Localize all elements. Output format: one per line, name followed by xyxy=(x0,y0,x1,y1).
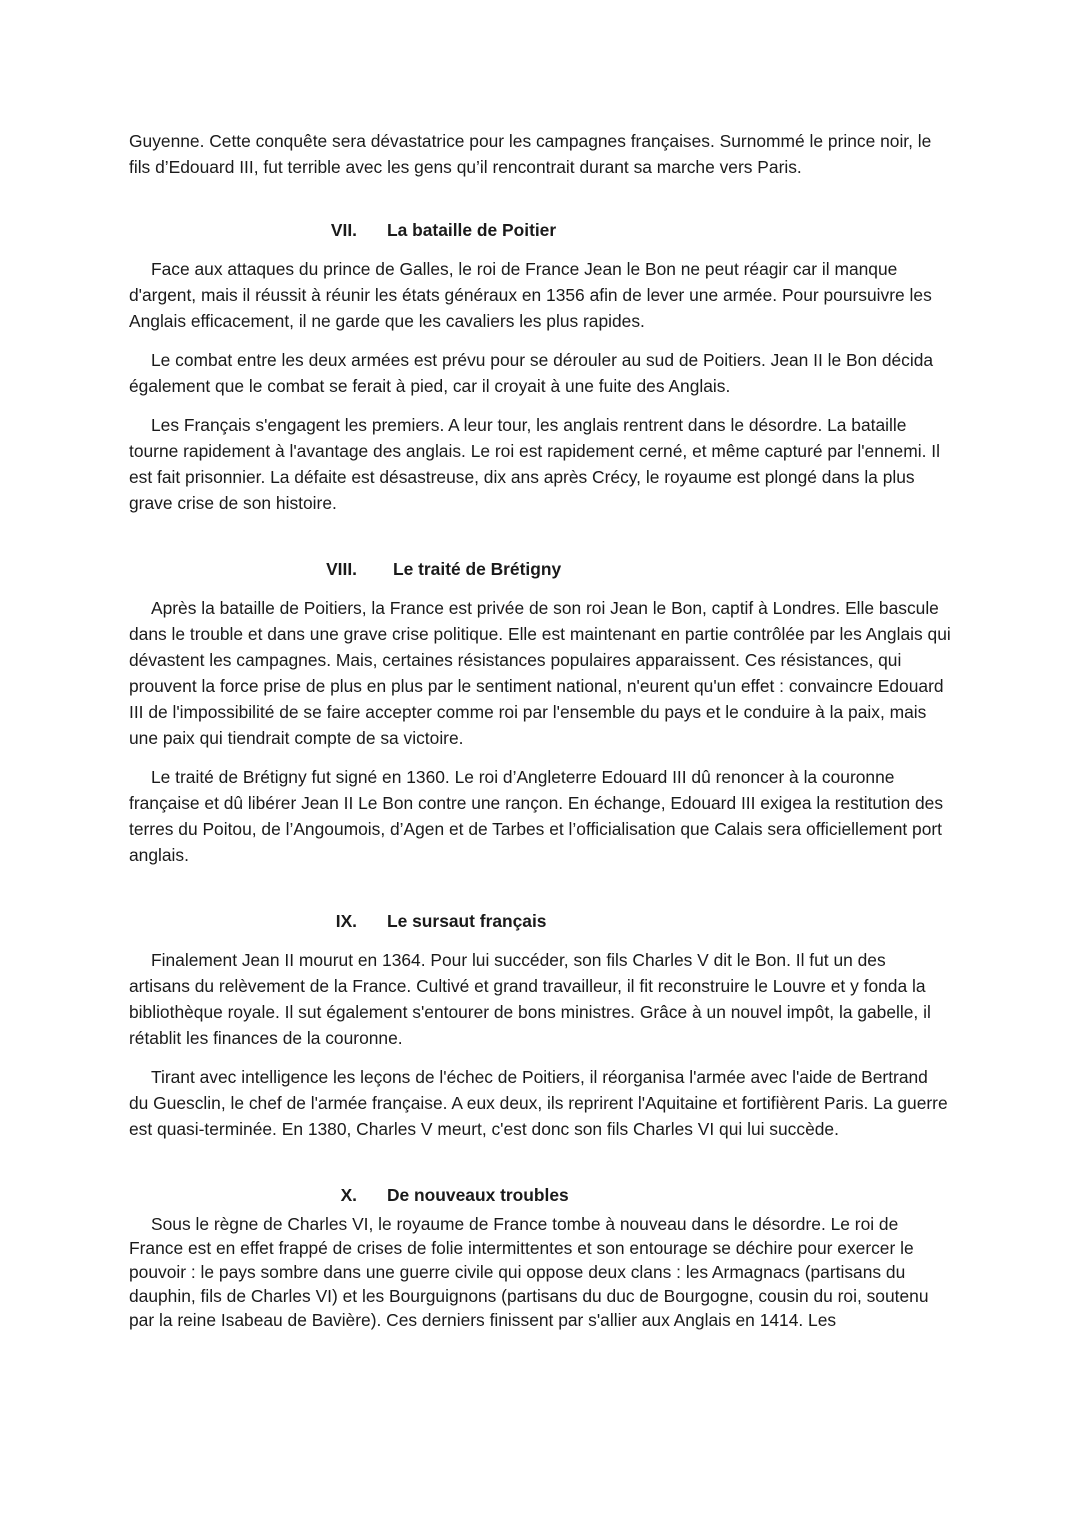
section-title: Le sursaut français xyxy=(387,911,547,931)
paragraph: Le combat entre les deux armées est prévu pour se dérouler au sud de Poitiers. Jean II le Bon décida également que le combat se ferait à pied, car il croyait à une fuite des Anglais. xyxy=(129,350,934,396)
section-x xyxy=(129,1182,951,1332)
section-viii xyxy=(129,556,951,868)
paragraph: Sous le règne de Charles VI, le royaume de France tombe à nouveau dans le désordre. Le roi de France est en effet frappé de crises de folie intermittentes et son entourage se déchire pour exercer le pouvoir : le pays sombre dans une guerre civile qui oppose deux clans : les Armagnacs (partisans du dauphin, fils de Charles VI) et les Bourguignons (partisans du duc de Bourgogne, cousin du roi, soutenu par la reine Isabeau de Bavière). Ces derniers finissent par s'allier aux Anglais en 1414. Les xyxy=(129,1214,929,1330)
paragraph: Après la bataille de Poitiers, la France est privée de son roi Jean le Bon, captif à Londres. Elle bascule dans le trouble et dans une grave crise politique. Elle est maintenant en partie contrôlée par les Anglais qui dévastent les campagnes. Mais, certaines résistances populaires apparaissent. Ces résistances, qui prouvent la force prise de plus en plus par le sentiment national, n'eurent qu'un effet : convaincre Edouard III de l'impossibilité de se faire accepter comme roi par l'ensemble du pays et le conduire à la paix, mais une paix qui tiendrait compte de sa victoire. xyxy=(129,598,951,748)
section-heading xyxy=(129,217,951,243)
section-heading xyxy=(129,1182,951,1208)
section-vii xyxy=(129,217,951,516)
section-title: De nouveaux troubles xyxy=(387,1185,569,1205)
paragraph: Finalement Jean II mourut en 1364. Pour lui succéder, son fils Charles V dit le Bon. Il fut un des artisans du relèvement de la France. Cultivé et grand travailleur, il fit reconstruire le Louvre et y fonda la bibliothèque royale. Il sut également s'entourer de bons ministres. Grâce à un nouvel impôt, la gabelle, il rétablit les finances de la couronne. xyxy=(129,950,931,1048)
paragraph: Le traité de Brétigny fut signé en 1360. Le roi d’Angleterre Edouard III dû renoncer à la couronne française et dû libérer Jean II Le Bon contre une rançon. En échange, Edouard III exigea la restitution des terres du Poitou, de l’Angoumois, d’Agen et de Tarbes et l’officialisation que Calais sera officiellement port anglais. xyxy=(129,767,944,865)
section-heading xyxy=(129,908,951,934)
document-page xyxy=(129,128,951,1332)
paragraph: Face aux attaques du prince de Galles, le roi de France Jean le Bon ne peut réagir car il manque d'argent, mais il réussit à réunir les états généraux en 1356 afin de lever une armée. Pour poursuivre les Anglais efficacement, il ne garde que les cavaliers les plus rapides. xyxy=(129,259,932,331)
intro-paragraph: Guyenne. Cette conquête sera dévastatrice pour les campagnes françaises. Surnommé le prince noir, le fils d’Edouard III, fut terrible avec les gens qu’il rencontrait durant sa marche vers Paris. xyxy=(129,131,932,177)
section-number: IX. xyxy=(335,911,357,931)
section-number: X. xyxy=(340,1185,357,1205)
paragraph: Tirant avec intelligence les leçons de l'échec de Poitiers, il réorganisa l'armée avec l'aide de Bertrand du Guesclin, le chef de l'armée française. A eux deux, ils reprirent l'Aquitaine et fortifièrent Paris. La guerre est quasi-terminée. En 1380, Charles V meurt, c'est donc son fils Charles VI qui lui succède. xyxy=(129,1067,948,1139)
section-heading xyxy=(129,556,951,582)
section-title: Le traité de Brétigny xyxy=(393,559,562,579)
section-title: La bataille de Poitier xyxy=(387,220,557,240)
section-ix xyxy=(129,908,951,1142)
section-number: VIII. xyxy=(326,559,357,579)
paragraph: Les Français s'engagent les premiers. A leur tour, les anglais rentrent dans le désordre. La bataille tourne rapidement à l'avantage des anglais. Le roi est rapidement cerné, et même capturé par l'ennemi. Il est fait prisonnier. La défaite est désastreuse, dix ans après Crécy, le royaume est plongé dans la plus grave crise de son histoire. xyxy=(129,415,940,513)
section-number: VII. xyxy=(330,220,357,240)
